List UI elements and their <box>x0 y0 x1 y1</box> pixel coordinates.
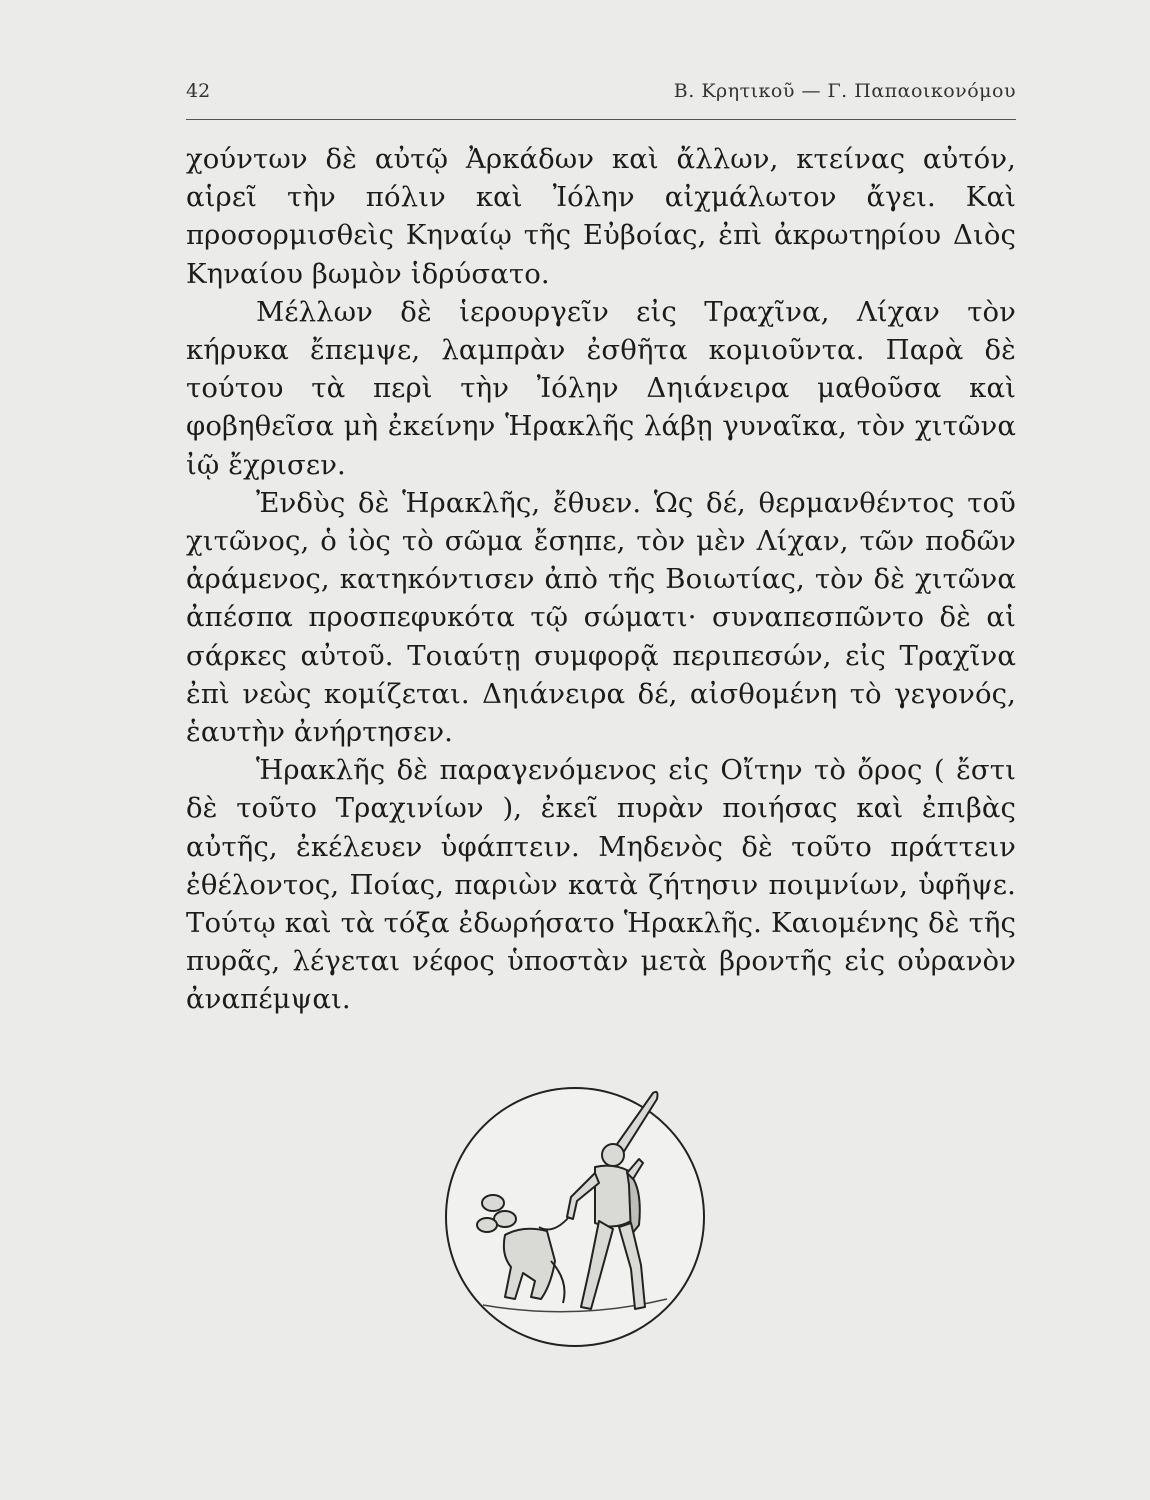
paragraph-2: Μέλλων δὲ ἱερουργεῖν εἰς Τραχῖνα, Λίχαν τὸν κήρυκα ἔπεμψε, λαμπρὰν ἐσθῆτα κομιοῦντα. Παρὰ δὲ τούτου τὰ περὶ τὴν Ἰόλην Δηιάνειρα μαθοῦσα καὶ φοβηθεῖσα μὴ ἐκείνην Ἡρακλῆς λάβῃ γυναῖκα, τὸν χιτῶνα ἰῷ ἔχρισεν. <box>186 295 1016 481</box>
page-number: 42 <box>186 80 211 102</box>
paragraph-3: Ἐνδὺς δὲ Ἡρακλῆς, ἔθυεν. Ὡς δέ, θερμανθέντος τοῦ χιτῶνος, ὁ ἰὸς τὸ σῶμα ἔσηπε, τὸν μὲν Λίχαν, τῶν ποδῶν ἀράμενος, κατηκόντισεν ἀπὸ τῆς Βοιωτίας, τὸν δὲ χιτῶνα ἀπέσπα προσπεφυκότα τῷ σώματι· συναπεσπῶντο δὲ αἱ σάρκες αὐτοῦ. Τοιαύτῃ συμφορᾷ περιπεσών, εἰς Τραχῖνα ἐπὶ νεὼς κομίζεται. Δηιάνειρα δέ, αἰσθομένη τὸ γεγονός, ἑαυτὴν ἀνήρτησεν. <box>186 486 1016 749</box>
header-rule <box>186 119 1016 120</box>
paragraph-4: Ἡρακλῆς δὲ παραγενόμενος εἰς Οἴτην τὸ ὄρος ( ἔστι δὲ τοῦτο Τραχινίων ), ἐκεῖ πυρὰν ποιήσας καὶ ἐπιβὰς αὐτῆς, ἐκέλευεν ὑφάπτειν. Μηδενὸς δὲ τοῦτο πράττειν ἐθέλοντος, Ποίας, παριὼν κατὰ ζήτησιν ποιμνίων, ὑφῆψε. Τούτῳ καὶ τὰ τόξα ἐδωρήσατο Ἡρακλῆς. Καιομένης δὲ τῆς πυρᾶς, λέγεται νέφος ὑποστὰν μετὰ βροντῆς εἰς οὐρανὸν ἀναπέμψαι. <box>186 754 1016 1016</box>
running-header <box>186 80 1016 116</box>
running-head-authors: Β. Κρητικοῦ — Γ. Παπαοικονόμου <box>673 80 1016 102</box>
heracles-cerberus-roundel-icon <box>443 1085 707 1349</box>
paragraph-1: χούντων δὲ αὐτῷ Ἀρκάδων καὶ ἄλλων, κτείνας αὐτόν, αἱρεῖ τὴν πόλιν καὶ Ἰόλην αἰχμάλωτον ἄγει. Καὶ προσορμισθεὶς Κηναίῳ τῆς Εὐβοίας, ἐπὶ ἀκρωτηρίου Διὸς Κηναίου βωμὸν ἱδρύσατο. <box>186 143 1016 290</box>
body-text <box>186 140 1016 1019</box>
